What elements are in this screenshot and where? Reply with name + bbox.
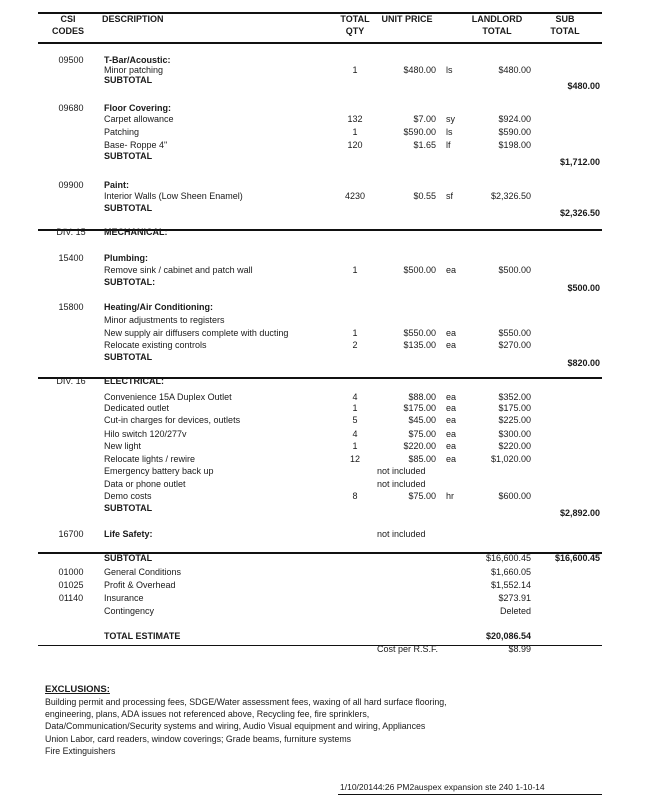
csi-code: 15400 xyxy=(58,253,84,263)
header-total-qty: TOTAL QTY xyxy=(340,14,370,36)
line-unit: ea xyxy=(446,454,457,464)
landlord-total: $20,086.54 xyxy=(485,631,531,641)
line-unit-price: $550.00 xyxy=(403,328,436,338)
line-unit: ea xyxy=(446,403,457,413)
landlord-total: $600.00 xyxy=(498,491,531,501)
landlord-total: $1,660.05 xyxy=(490,567,531,577)
exclusions-title: EXCLUSIONS: xyxy=(45,684,110,695)
header-description: DESCRIPTION xyxy=(102,14,164,24)
line-unit-price: $175.00 xyxy=(403,403,436,413)
line-qty: 8 xyxy=(352,491,358,501)
section-heading: SUBTOTAL xyxy=(104,352,153,362)
line-qty: 5 xyxy=(352,415,358,425)
csi-code: 09680 xyxy=(58,103,84,113)
line-qty: 132 xyxy=(347,114,363,124)
landlord-total: $175.00 xyxy=(498,403,531,413)
cost-per-rsf-label: Cost per R.S.F. xyxy=(377,644,439,654)
line-unit-price: $220.00 xyxy=(403,441,436,451)
line-description: Cut-in charges for devices, outlets xyxy=(104,415,241,425)
line-description: Remove sink / cabinet and patch wall xyxy=(104,265,253,275)
line-unit: ea xyxy=(446,441,457,451)
line-unit-price: $135.00 xyxy=(403,340,436,350)
line-unit-price: $75.00 xyxy=(408,429,436,439)
section-heading: SUBTOTAL: xyxy=(104,277,156,287)
line-unit: hr xyxy=(446,491,455,501)
line-description: Insurance xyxy=(104,593,144,603)
line-unit: ea xyxy=(446,392,457,402)
header-landlord-total: LANDLORD TOTAL xyxy=(471,14,523,36)
landlord-total: $198.00 xyxy=(498,140,531,150)
line-description: New supply air diffusers complete with ducting xyxy=(104,328,289,338)
landlord-total: $590.00 xyxy=(498,127,531,137)
section-heading: SUBTOTAL xyxy=(104,203,153,213)
section-heading: SUBTOTAL xyxy=(104,553,153,563)
line-description: General Conditions xyxy=(104,567,182,577)
line-unit-price: $0.55 xyxy=(413,191,436,201)
line-qty: 4 xyxy=(352,392,358,402)
section-heading: Plumbing: xyxy=(104,253,148,263)
landlord-total: $273.91 xyxy=(498,593,531,603)
line-unit-price: $85.00 xyxy=(408,454,436,464)
section-heading: SUBTOTAL xyxy=(104,75,153,85)
csi-code: 09500 xyxy=(58,55,84,65)
not-included-note: not included xyxy=(377,479,426,489)
line-description: Patching xyxy=(104,127,140,137)
line-unit: ea xyxy=(446,265,457,275)
section-subtotal: $820.00 xyxy=(567,358,600,368)
line-unit: ea xyxy=(446,415,457,425)
line-unit: ls xyxy=(446,127,453,137)
line-unit-price: $45.00 xyxy=(408,415,436,425)
header-bottom-rule xyxy=(38,42,602,44)
footer-rule xyxy=(338,794,602,795)
section-heading: Heating/Air Conditioning: xyxy=(104,302,213,312)
line-qty: 12 xyxy=(349,454,360,464)
header-sub-total: SUB TOTAL xyxy=(550,14,580,36)
section-subtotal: $2,892.00 xyxy=(559,508,600,518)
landlord-total: $500.00 xyxy=(498,265,531,275)
line-unit: lf xyxy=(446,140,451,150)
section-heading: Paint: xyxy=(104,180,130,190)
line-unit-price: $500.00 xyxy=(403,265,436,275)
section-subtotal: $16,600.45 xyxy=(554,553,600,563)
section-subtotal: $500.00 xyxy=(567,283,600,293)
csi-code: 16700 xyxy=(58,529,84,539)
line-qty: 4230 xyxy=(344,191,366,201)
line-description: Hilo switch 120/277v xyxy=(104,429,187,439)
landlord-total: $16,600.45 xyxy=(485,553,531,563)
line-qty: 1 xyxy=(352,265,358,275)
landlord-total: $352.00 xyxy=(498,392,531,402)
line-qty: 4 xyxy=(352,429,358,439)
line-unit: ls xyxy=(446,65,453,75)
line-description: Interior Walls (Low Sheen Enamel) xyxy=(104,191,243,201)
line-description: Minor adjustments to registers xyxy=(104,315,225,325)
section-subtotal: $1,712.00 xyxy=(559,157,600,167)
not-included-note: not included xyxy=(377,529,426,539)
line-description: Relocate existing controls xyxy=(104,340,207,350)
line-qty: 1 xyxy=(352,127,358,137)
line-description: Data or phone outlet xyxy=(104,479,186,489)
section-subtotal: $480.00 xyxy=(567,81,600,91)
section-heading: TOTAL ESTIMATE xyxy=(104,631,181,641)
landlord-total: $550.00 xyxy=(498,328,531,338)
header-csi-codes: CSI CODES xyxy=(51,14,84,36)
section-heading: MECHANICAL: xyxy=(104,227,168,237)
landlord-total: $1,020.00 xyxy=(490,454,531,464)
line-qty: 1 xyxy=(352,328,358,338)
landlord-total: $270.00 xyxy=(498,340,531,350)
line-unit-price: $75.00 xyxy=(408,491,436,501)
section-heading: Floor Covering: xyxy=(104,103,171,113)
line-description: Dedicated outlet xyxy=(104,403,170,413)
exclusion-line: Union Labor, card readers, window coverings; Grade beams, furniture systems xyxy=(45,733,352,744)
exclusion-line: Data/Communication/Security systems and wiring, Audio Visual equipment and wiring, Appliances xyxy=(45,721,426,732)
header-unit-price: UNIT PRICE xyxy=(381,14,433,24)
section-subtotal: $2,326.50 xyxy=(559,208,600,218)
section-heading: T-Bar/Acoustic: xyxy=(104,55,171,65)
section-heading: ELECTRICAL: xyxy=(104,376,164,386)
section-heading: Life Safety: xyxy=(104,529,153,539)
line-unit: ea xyxy=(446,429,457,439)
line-description: Minor patching xyxy=(104,65,164,75)
csi-code: DIV. 15 xyxy=(56,227,86,237)
csi-code: 01025 xyxy=(58,580,84,590)
csi-code: 01140 xyxy=(58,593,84,603)
line-description: Convenience 15A Duplex Outlet xyxy=(104,392,232,402)
not-included-note: not included xyxy=(377,466,426,476)
line-unit-price: $7.00 xyxy=(413,114,436,124)
line-unit-price: $1.65 xyxy=(413,140,436,150)
exclusion-line: Fire Extinguishers xyxy=(45,745,116,756)
line-qty: 1 xyxy=(352,403,358,413)
line-description: Carpet allowance xyxy=(104,114,174,124)
landlord-total: $8.99 xyxy=(508,644,531,654)
line-unit-price: $88.00 xyxy=(408,392,436,402)
line-unit: ea xyxy=(446,340,457,350)
landlord-total: $300.00 xyxy=(498,429,531,439)
landlord-total: $220.00 xyxy=(498,441,531,451)
line-qty: 1 xyxy=(352,441,358,451)
landlord-total: $1,552.14 xyxy=(490,580,531,590)
csi-code: 09900 xyxy=(58,180,84,190)
line-description: Emergency battery back up xyxy=(104,466,214,476)
section-heading: SUBTOTAL xyxy=(104,503,153,513)
line-description: Profit & Overhead xyxy=(104,580,176,590)
landlord-total: $480.00 xyxy=(498,65,531,75)
csi-code: 01000 xyxy=(58,567,84,577)
exclusion-line: Building permit and processing fees, SDGE/Water assessment fees, waxing of all hard surface flooring, xyxy=(45,697,447,707)
line-description: Base- Roppe 4" xyxy=(104,140,168,150)
line-description: Relocate lights / rewire xyxy=(104,454,196,464)
landlord-total: $2,326.50 xyxy=(490,191,531,201)
line-description: New light xyxy=(104,441,142,451)
line-unit: sy xyxy=(446,114,455,124)
exclusion-line: engineering, plans, ADA issues not referenced above, Recycling fee, fire sprinklers, xyxy=(45,709,370,720)
line-qty: 2 xyxy=(352,340,358,350)
landlord-total: $225.00 xyxy=(498,415,531,425)
line-unit-price: $590.00 xyxy=(403,127,436,137)
csi-code: DIV. 16 xyxy=(56,376,86,386)
line-description: Demo costs xyxy=(104,491,152,501)
csi-code: 15800 xyxy=(58,302,84,312)
landlord-total: $924.00 xyxy=(498,114,531,124)
line-unit: sf xyxy=(446,191,454,201)
line-qty: 1 xyxy=(352,65,358,75)
line-unit-price: $480.00 xyxy=(403,65,436,75)
footer-timestamp: 1/10/20144:26 PM2auspex expansion ste 240 1-10-14 xyxy=(340,782,545,792)
section-heading: SUBTOTAL xyxy=(104,151,153,161)
line-unit: ea xyxy=(446,328,457,338)
line-description: Contingency xyxy=(104,606,155,616)
landlord-total: Deleted xyxy=(499,606,531,616)
line-qty: 120 xyxy=(347,140,363,150)
